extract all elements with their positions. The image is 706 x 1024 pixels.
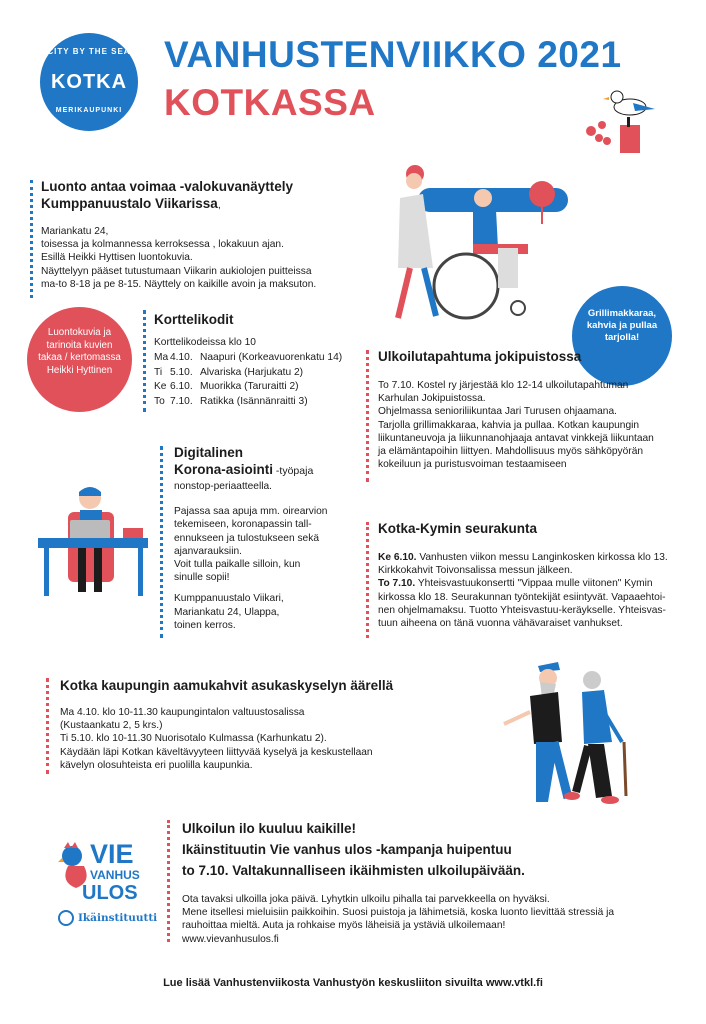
aamukahvit-title: Kotka kaupungin aamukahvit asukaskyselyn äärellä (60, 678, 394, 693)
vie-text: VIE (90, 839, 134, 869)
seurakunta-date: Ke 6.10. (378, 552, 417, 563)
seurakunta-line (378, 551, 698, 564)
aamukahvit-line: Ti 5.10. klo 10-11.30 Nuorisotalo Kulmassa (Karhunkatu 2). (60, 733, 327, 745)
aamukahvit-line: Ma 4.10. klo 10-11.30 kaupungintalon valtuustosalissa (60, 707, 305, 718)
korttelikodit-intro: Korttelikodeissa klo 10 (154, 337, 256, 348)
photo-exhibit-title (41, 178, 361, 214)
ulkoilu-title: Ulkoilutapahtuma jokipuistossa (378, 349, 582, 364)
flower-icon (586, 121, 611, 145)
seagull-illustration (575, 85, 670, 157)
korttelikodit-list (154, 351, 374, 409)
ulkoilu-line: Karhulan Jokipuistossa. (378, 393, 486, 405)
ulkoilu-line: kokeiluun ja puristusvoiman testaamiseen (378, 459, 567, 471)
photo-exhibit-line: Mariankatu 24, (41, 226, 109, 237)
grill-badge-line: tarjolla! (604, 332, 640, 343)
aamukahvit-line: (Kustaankatu 2, 5 krs.) (60, 720, 163, 732)
seurakunta-date: To 7.10. (378, 578, 416, 590)
photo-exhibit-title-line2: Kumppanuustalo Viikarissa (41, 196, 218, 211)
photo-exhibit-section (41, 178, 361, 291)
logo-bottom-text: MERIKAUPUNKI (55, 107, 123, 114)
korttelikodit-title: Korttelikodit (154, 312, 234, 327)
ikainstituutti-logo-icon (58, 910, 74, 926)
logo-main-text: KOTKA (50, 71, 128, 93)
page-subtitle: KOTKASSA (164, 82, 376, 123)
section-divider (30, 180, 33, 298)
section-divider (143, 310, 146, 412)
seurakunta-line: kirkossa klo 18. Seurakunnan työntekijät esiintyvät. Vapaaehtoi- (378, 591, 666, 603)
ulkoilu-line: To 7.10. Kostel ry järjestää klo 12-14 ulkoilutapahtuman (378, 380, 629, 391)
digital-para2 (174, 592, 359, 632)
photographer-badge-line: Luontokuvia ja (47, 327, 112, 338)
digital-line: ajanvarauksiin. (174, 545, 242, 557)
digital-line: tekemiseen, koronapassin tall- (174, 519, 312, 531)
section-divider (46, 678, 49, 774)
list-item (154, 351, 374, 366)
list-item-date: 4.10. (170, 352, 193, 364)
photo-exhibit-title-suffix: , (217, 199, 221, 211)
photographer-badge (27, 307, 132, 412)
logo-top-text: CITY BY THE SEA (47, 47, 131, 56)
photo-exhibit-line: ma-to 8-18 ja pe 8-15. Näyttely on kaikille avoin ja maksuton. (41, 278, 317, 290)
digital-line: sinulle sopii! (174, 572, 230, 584)
ulkoilun-ilo-line: Ota tavaksi ulkoilla joka päivä. Lyhytkin ulkoilu pihalla tai parvekkeella on hyväksi. (182, 894, 550, 905)
wheelchair-illustration (378, 158, 568, 323)
ulkoilu-text (378, 379, 698, 471)
ulkoilu-line: Tarjolla grillimakkaraa, kahvia ja pullaa. Kotkan kaupungin (378, 419, 640, 431)
list-item-date: 5.10. (170, 366, 193, 378)
vanhus-text: VANHUS (90, 868, 140, 882)
vie-vanhus-ulos-logo (58, 840, 158, 932)
korttelikodit-section (154, 311, 374, 409)
digital-line: Kumppanuustalo Viikari, (174, 593, 284, 605)
photo-exhibit-title-line1: Luonto antaa voimaa -valokuvanäyttely (41, 179, 294, 194)
ulos-text: ULOS (82, 882, 138, 904)
seurakunta-text (378, 551, 698, 630)
grill-badge-line: kahvia ja pullaa (586, 320, 658, 331)
ulkoilun-ilo-line: Mene itsellesi mieluisiin paikkoihin. Suosi puistoja ja lähimetsiä, koska luonto lievittää stressiä ja (182, 907, 615, 919)
list-item-day: Ke (154, 381, 167, 393)
list-item-place: Ratikka (Isännänraitti 3) (200, 395, 308, 407)
digital-title-line2: Korona-asiointi (174, 462, 274, 477)
ulkoilun-ilo-section (182, 818, 692, 946)
photo-exhibit-line: Esillä Heikki Hyttisen luontokuvia. (41, 252, 193, 264)
website-link[interactable]: www.vievanhusulos.fi (182, 933, 279, 945)
seurakunta-line: nen ohjelmamaksu. Tuotto Yhteisvastuu-keräykselle. Yhteisvas- (378, 604, 666, 616)
digital-para1 (174, 505, 359, 584)
ulkoilu-line: Ohjelmassa senioriliikuntaa Jari Turusen ohjaamana. (378, 406, 617, 418)
list-item-place: Alvariska (Harjukatu 2) (200, 366, 304, 378)
digital-title (174, 444, 359, 480)
digital-line: toinen kerros. (174, 619, 236, 631)
seurakunta-line-text: Yhteisvastuukonsertti "Vippaa mulle viitonen" Kymin (415, 578, 653, 590)
digital-section (174, 444, 359, 632)
page-title: VANHUSTENVIIKKO 2021 (164, 34, 622, 75)
seurakunta-line: tuun aiheena on tänä vuonna vähävaraiset vanhukset. (378, 618, 623, 630)
digital-subtitle: nonstop-periaatteella. (174, 481, 272, 492)
list-item-date: 7.10. (170, 395, 193, 407)
section-divider (366, 522, 369, 638)
computer-user-illustration (38, 484, 158, 599)
ulkoilu-line: liikuntaneuvoja ja liikunnanohjaaja antavat vinkkejä liikuntaan (378, 432, 654, 444)
list-item-place: Muorikka (Taruraitti 2) (200, 381, 299, 393)
list-item-day: Ma (154, 352, 169, 364)
list-item (154, 366, 374, 381)
digital-line: Pajassa saa apuja mm. oirearvion (174, 506, 328, 518)
list-item-date: 6.10. (170, 381, 193, 393)
kotka-logo (40, 33, 138, 131)
ulkoilun-ilo-title-line: Ulkoilun ilo kuuluu kaikille! (182, 821, 357, 836)
ikainstituutti-text: Ikäinstituutti (78, 912, 158, 924)
list-item-place: Naapuri (Korkeavuorenkatu 14) (200, 352, 343, 364)
grill-badge-line: Grillimakkaraa, (587, 308, 657, 319)
list-item (154, 380, 374, 395)
seurakunta-line: Kirkkokahvit Toivonsalissa messun jälkeen. (378, 565, 573, 577)
digital-title-suffix: -työpaja (273, 465, 314, 477)
aamukahvit-line: kävelyn olosuhteista eri puolilla kaupunkia. (60, 759, 253, 771)
section-divider (167, 820, 170, 942)
ulkoilu-section (378, 348, 698, 471)
ulkoilun-ilo-line: rauhoittaa mieltä. Auta ja rohkaise myös läheisiä ja ystäviä ulkoilemaan! (182, 920, 506, 932)
aamukahvit-text (60, 706, 440, 772)
footer-text: Lue lisää Vanhustenviikosta Vanhustyön keskusliiton sivuilta www.vtkl.fi (163, 977, 543, 989)
ulkoilun-ilo-title-line: to 7.10. Valtakunnalliseen ikäihmisten ulkoilupäivään. (182, 863, 525, 878)
seurakunta-section (378, 520, 698, 630)
photo-exhibit-line: Näyttelyyn pääset tutustumaan Viikarin aukiolojen puitteissa (41, 265, 312, 277)
list-item-day: To (154, 395, 165, 407)
ulkoilu-line: ja elämäntapoihin liittyen. Mahdollisuus myös sähköpyörän (378, 446, 644, 458)
seurakunta-title: Kotka-Kymin seurakunta (378, 521, 538, 536)
digital-line: Mariankatu 24, Ulappa, (174, 606, 280, 618)
ulkoilun-ilo-title-line: Ikäinstituutin Vie vanhus ulos -kampanja huipentuu (182, 842, 512, 857)
aamukahvit-line: Käydään läpi Kotkan käveltävyyteen liittyvää kyselyä ja keskustellaan (60, 746, 373, 758)
ulkoilun-ilo-text (182, 893, 692, 946)
photographer-badge-line: takaa / kertomassa (38, 352, 121, 363)
digital-title-line1: Digitalinen (174, 445, 244, 460)
section-divider (366, 350, 369, 482)
seurakunta-line-text: Vanhusten viikon messu Langinkosken kirkossa klo 13. (416, 552, 668, 563)
aamukahvit-section (60, 677, 440, 772)
list-item-day: Ti (154, 366, 163, 378)
photo-exhibit-line: toisessa ja kolmannessa kerroksessa , lokakuun ajan. (41, 239, 284, 251)
digital-line: Voit tulla paikalle silloin, kun (174, 559, 301, 571)
ulkoilun-ilo-title (182, 818, 692, 881)
digital-line: ennukseen ja tulostukseen sekä (174, 532, 319, 544)
photographer-badge-line: Heikki Hyttinen (46, 364, 113, 376)
list-item (154, 395, 374, 410)
seurakunta-line (378, 577, 698, 590)
photo-exhibit-text (41, 225, 361, 291)
walking-couple-illustration (500, 662, 640, 812)
photographer-badge-line: tarinoita kuvien (46, 339, 113, 351)
section-divider (160, 446, 163, 638)
